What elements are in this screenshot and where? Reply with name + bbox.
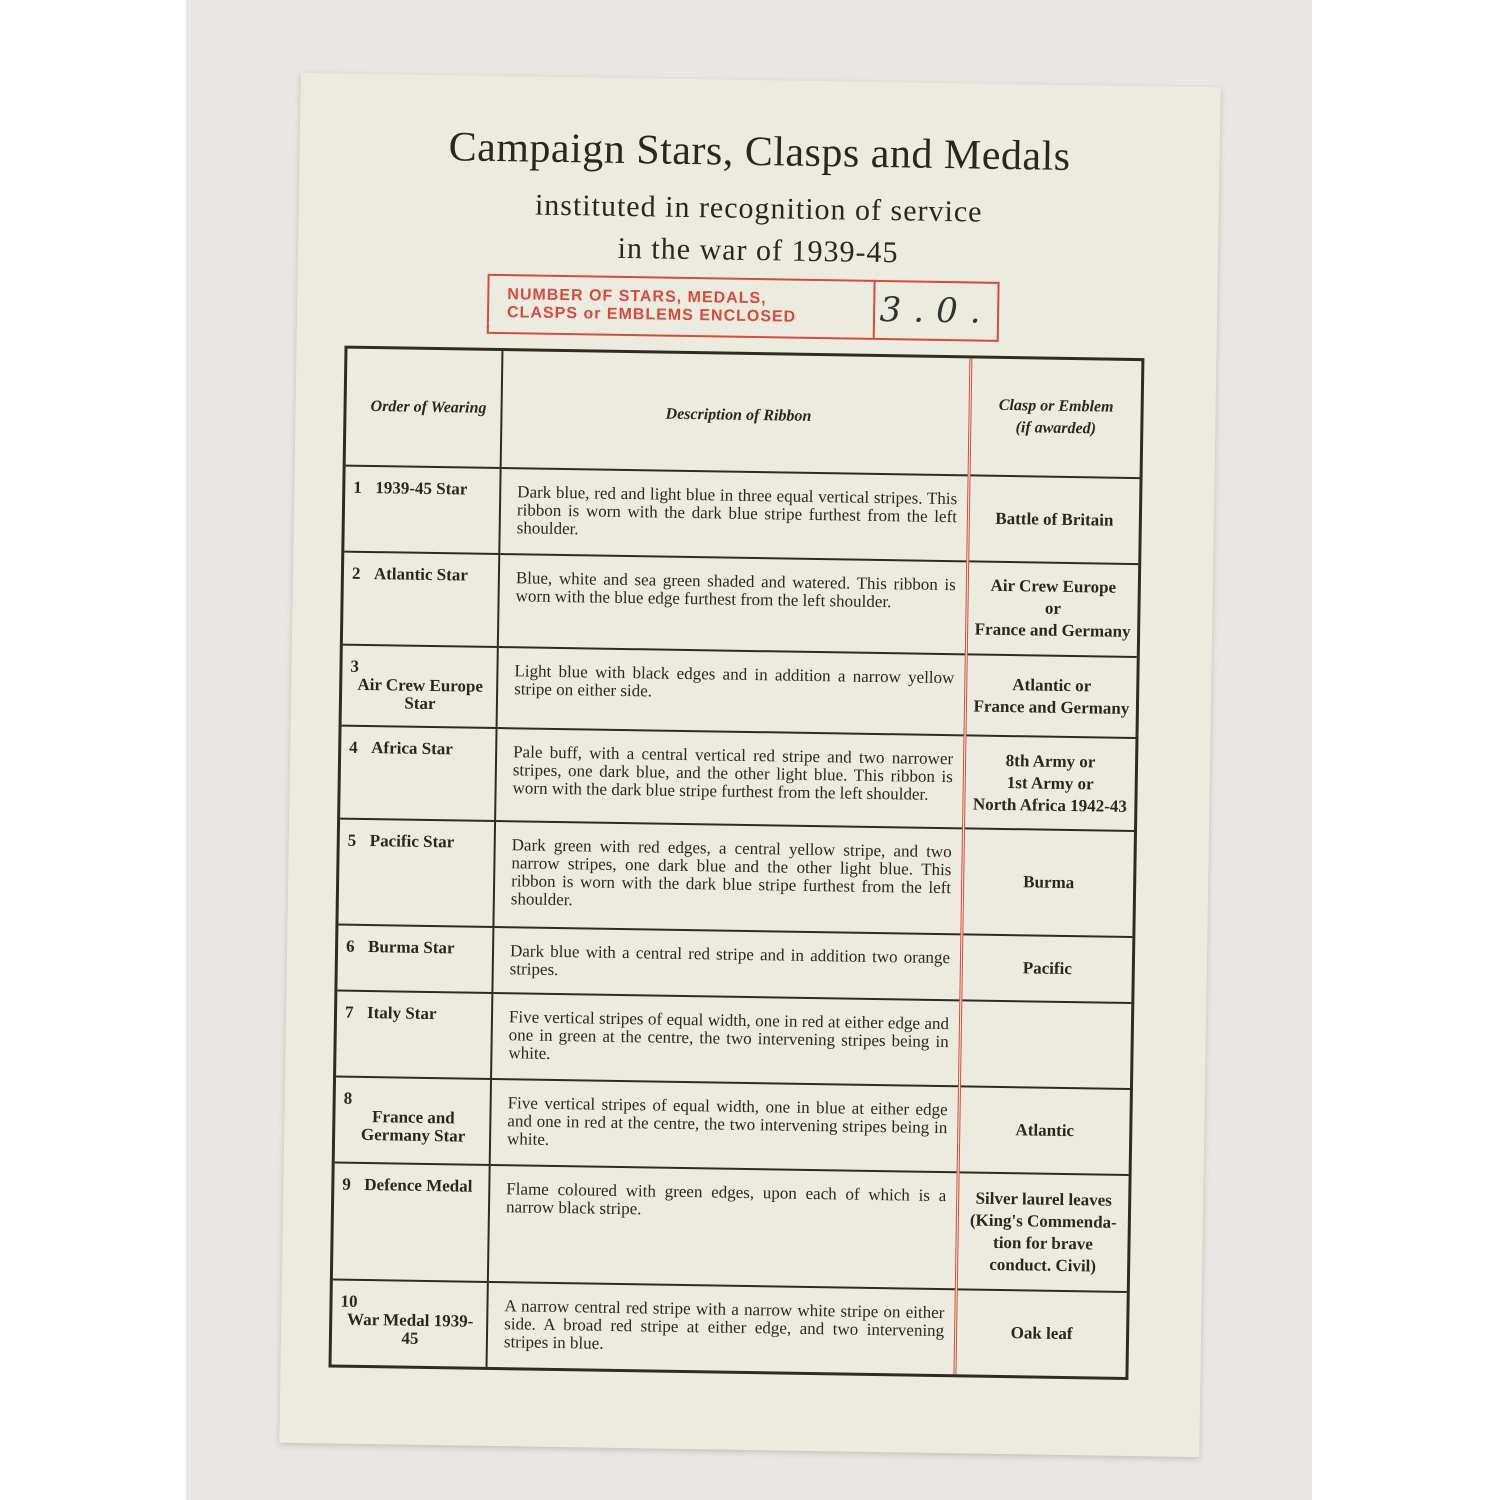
clasp-line: Pacific — [1022, 958, 1073, 979]
order-number: 4 — [349, 738, 358, 758]
header-clasp-line1: Clasp or Emblem — [998, 396, 1114, 416]
card-subtitle-line2: in the war of 1939-45 — [617, 231, 899, 270]
order-cell — [342, 644, 498, 728]
clasp-line: conduct. Civil) — [989, 1254, 1097, 1276]
ribbon-description: Blue, white and sea green shaded and watered. This ribbon is worn with the blue edge furthest from the left shoulder. — [498, 554, 968, 654]
clasp-cell — [966, 561, 1138, 656]
header-clasp — [969, 358, 1141, 478]
ribbon-description: Five vertical stripes of equal width, one in red at either edge and one in green at the centre, the two intervening stripes being in white. — [491, 993, 961, 1086]
table-row — [337, 924, 1132, 1003]
table-row — [342, 644, 1137, 738]
order-number: 1 — [353, 477, 362, 497]
header-clasp-line2: (if awarded) — [1015, 419, 1097, 438]
order-cell — [338, 819, 495, 927]
clasp-cell — [958, 1086, 1130, 1175]
order-number: 6 — [345, 936, 355, 956]
clasp-line: Atlantic or — [1012, 674, 1092, 695]
ribbon-description: Five vertical stripes of equal width, one in blue at either edge and one in red at the centre, the two intervening stripes being in white. — [490, 1079, 960, 1172]
table-row — [344, 466, 1139, 564]
clasp-cell — [968, 475, 1140, 564]
clasp-line: France and Germany — [974, 619, 1131, 642]
order-cell — [336, 991, 492, 1079]
medal-name: Italy Star — [366, 1003, 437, 1024]
order-cell — [337, 924, 493, 993]
clasp-cell — [962, 828, 1134, 937]
ribbon-description: Dark blue, red and light blue in three equal vertical stripes. This ribbon is worn with the dark blue stripe furthest from the left shoulder. — [499, 468, 969, 561]
medal-name: Atlantic Star — [373, 564, 469, 585]
clasp-line: 8th Army or — [1005, 750, 1096, 772]
clasp-line: Air Crew Europe — [990, 576, 1117, 598]
enclosed-count-box — [487, 274, 1000, 342]
clasp-cell — [956, 1172, 1128, 1292]
order-cell — [343, 552, 499, 647]
clasp-line: (King's Commenda- — [969, 1210, 1117, 1232]
card-subtitle-line1: instituted in recognition of service — [534, 188, 983, 229]
table-row — [336, 991, 1131, 1089]
clasp-line: Atlantic — [1015, 1120, 1075, 1141]
order-number: 10 — [340, 1291, 358, 1311]
clasp-line: Silver laurel leaves — [975, 1188, 1113, 1210]
order-number: 7 — [344, 1002, 354, 1022]
ribbon-description: Dark blue with a central red stripe and in addition two orange stripes. — [492, 927, 961, 1001]
ribbon-description: Light blue with black edges and in addition a narrow yellow stripe on either side. — [497, 647, 967, 736]
enclosed-count-value: 3.0. — [879, 289, 993, 332]
ribbon-description: A narrow central red stripe with a narrow white stripe on either side. A broad red stripe at either edge, and two intervening stripes in blue. — [487, 1282, 957, 1374]
clasp-line: Oak leaf — [1010, 1323, 1073, 1344]
table-row — [338, 819, 1134, 937]
table-row — [332, 1280, 1127, 1377]
table-row — [335, 1077, 1130, 1175]
medal-name: 1939-45 Star — [375, 478, 468, 499]
clasp-cell — [965, 654, 1137, 738]
clasp-cell — [959, 1000, 1131, 1089]
medal-name: Pacific Star — [369, 831, 455, 852]
order-cell — [340, 726, 496, 821]
clasp-cell — [961, 934, 1133, 1003]
medal-name: Air Crew Europe Star — [357, 674, 484, 713]
ribbon-description: Pale buff, with a central vertical red stripe and two narrower stripes, one dark blue, and the other light blue. This ribbon is worn with the dark blue stripe furthest from the left shoulder. — [495, 728, 965, 828]
ribbon-description: Dark green with red edges, a central yellow stripe, and two narrow stripes, one dark blue and the other light blue. This ribbon is worn with the dark blue stripe furthest from the left shoulder. — [493, 821, 963, 934]
order-number: 2 — [351, 563, 361, 583]
medal-table-frame — [328, 346, 1144, 1380]
enclosed-label-line2: CLASPS or EMBLEMS ENCLOSED — [506, 304, 797, 326]
order-number: 5 — [347, 830, 357, 850]
order-cell — [344, 466, 500, 554]
header-order: Order of Wearing — [346, 349, 503, 468]
clasp-line: tion for brave — [992, 1232, 1094, 1253]
order-cell — [332, 1280, 488, 1367]
clasp-cell — [955, 1289, 1127, 1377]
medal-card — [279, 73, 1220, 1457]
order-number: 8 — [343, 1088, 353, 1108]
clasp-line: or — [1044, 598, 1062, 619]
card-title: Campaign Stars, Clasps and Medals — [448, 124, 1071, 180]
clasp-line: Battle of Britain — [995, 508, 1114, 530]
medal-name: War Medal 1939-45 — [346, 1309, 474, 1348]
enclosed-label-line1: NUMBER OF STARS, MEDALS, — [507, 286, 767, 308]
order-number: 9 — [342, 1174, 352, 1194]
clasp-cell — [964, 736, 1136, 831]
order-cell — [335, 1077, 491, 1165]
medal-name: France and Germany Star — [360, 1107, 466, 1146]
table-row — [333, 1163, 1129, 1292]
ribbon-description: Flame coloured with green edges, upon each of which is a narrow black stripe. — [488, 1165, 958, 1289]
clasp-line: Burma — [1023, 872, 1075, 893]
clasp-line: France and Germany — [973, 696, 1130, 718]
medal-name: Africa Star — [371, 738, 454, 759]
medal-table — [332, 349, 1142, 1377]
header-description: Description of Ribbon — [501, 351, 971, 475]
medal-name: Burma Star — [367, 936, 455, 958]
medal-name: Defence Medal — [364, 1175, 473, 1196]
medal-table-body — [332, 466, 1140, 1377]
clasp-line: North Africa 1942-43 — [972, 794, 1128, 816]
order-cell — [333, 1163, 490, 1282]
table-row — [340, 726, 1135, 831]
enclosed-count-label — [489, 276, 876, 338]
order-number: 3 — [350, 656, 360, 676]
table-header-row — [346, 349, 1142, 478]
table-row — [343, 552, 1138, 657]
clasp-line: 1st Army or — [1006, 772, 1094, 794]
